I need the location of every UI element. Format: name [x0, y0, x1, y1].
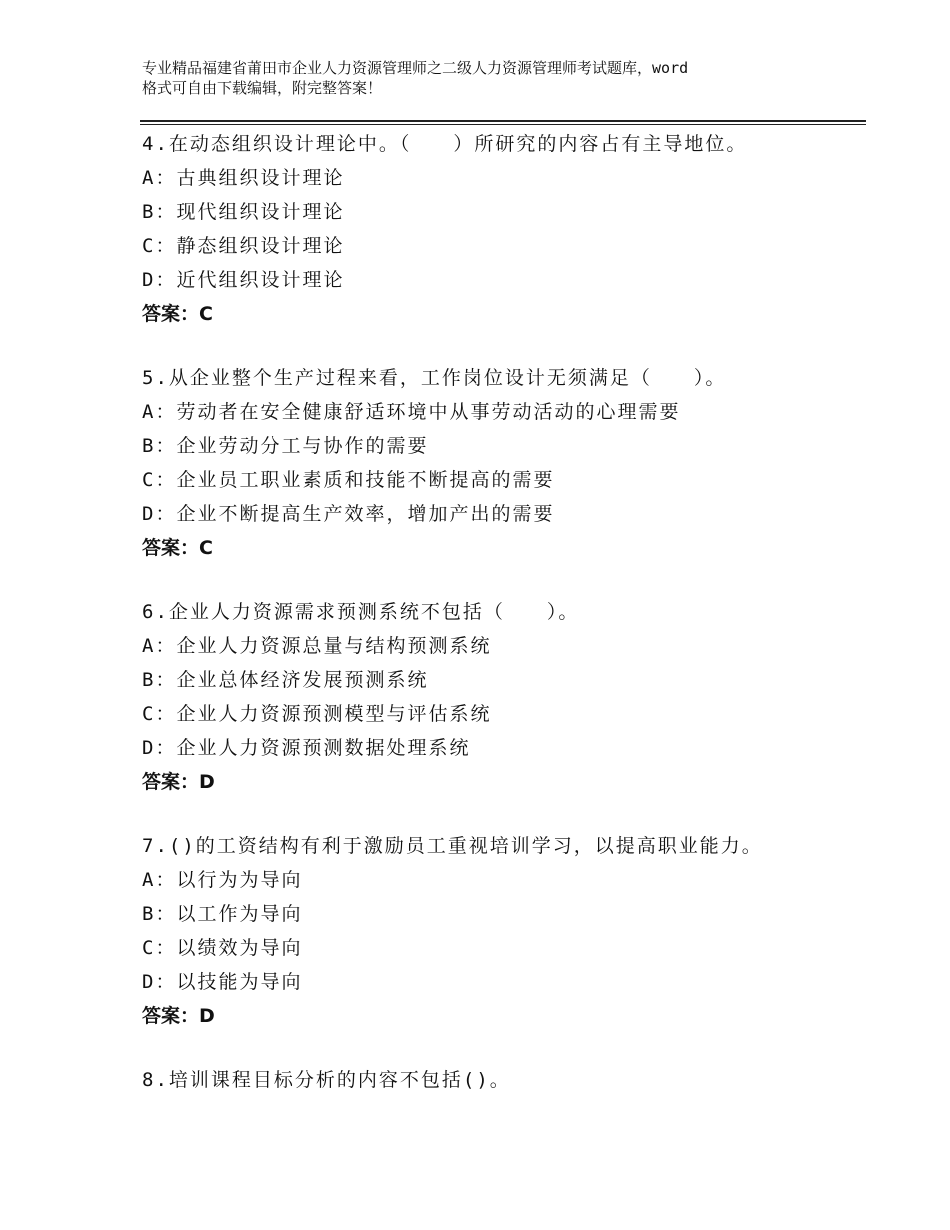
- question-stem: 7.()的工资结构有利于激励员工重视培训学习，以提高职业能力。: [142, 835, 763, 857]
- option-a: A：劳动者在安全健康舒适环境中从事劳动活动的心理需要: [142, 401, 681, 423]
- question-8: [142, 1063, 882, 1097]
- option-c: C：企业人力资源预测模型与评估系统: [142, 703, 492, 725]
- option-a: A：以行为为导向: [142, 869, 303, 891]
- question-4: [142, 127, 882, 331]
- option-a: A：企业人力资源总量与结构预测系统: [142, 635, 492, 657]
- header-line-1: 专业精品福建省莆田市企业人力资源管理师之二级人力资源管理师考试题库，word: [142, 59, 689, 77]
- option-c: C：静态组织设计理论: [142, 235, 345, 257]
- answer-label: 答案：D: [142, 1005, 215, 1027]
- question-7: [142, 829, 882, 1033]
- header-rule-thin: [140, 124, 866, 125]
- question-list: [142, 127, 882, 1127]
- option-c: C：企业员工职业素质和技能不断提高的需要: [142, 469, 555, 491]
- option-b: B：以工作为导向: [142, 903, 303, 925]
- answer-label: 答案：D: [142, 771, 215, 793]
- question-stem: 4.在动态组织设计理论中。（ ）所研究的内容占有主导地位。: [142, 133, 748, 155]
- option-b: B：现代组织设计理论: [142, 201, 345, 223]
- header-rule-thick: [140, 120, 866, 122]
- option-d: D：以技能为导向: [142, 971, 303, 993]
- option-d: D：企业不断提高生产效率，增加产出的需要: [142, 503, 555, 525]
- option-a: A：古典组织设计理论: [142, 167, 345, 189]
- question-stem: 5.从企业整个生产过程来看，工作岗位设计无须满足（ ）。: [142, 367, 727, 389]
- question-stem: 8.培训课程目标分析的内容不包括()。: [142, 1069, 511, 1091]
- question-stem: 6.企业人力资源需求预测系统不包括（ ）。: [142, 601, 580, 623]
- document-header: [142, 58, 842, 98]
- option-d: D：企业人力资源预测数据处理系统: [142, 737, 471, 759]
- answer-label: 答案：C: [142, 537, 213, 559]
- question-6: [142, 595, 882, 799]
- option-d: D：近代组织设计理论: [142, 269, 345, 291]
- option-b: B：企业劳动分工与协作的需要: [142, 435, 429, 457]
- option-b: B：企业总体经济发展预测系统: [142, 669, 429, 691]
- header-line-2: 格式可自由下载编辑，附完整答案！: [142, 79, 383, 97]
- option-c: C：以绩效为导向: [142, 937, 303, 959]
- answer-label: 答案：C: [142, 303, 213, 325]
- question-5: [142, 361, 882, 565]
